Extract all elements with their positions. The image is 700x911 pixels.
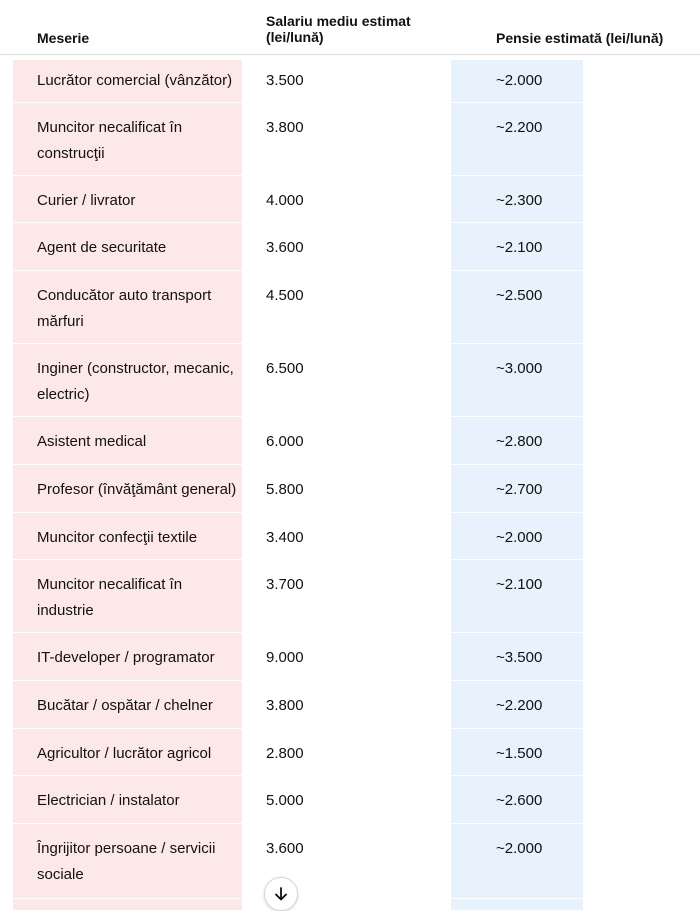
row-salary: 6.500 [266, 360, 304, 377]
row-pension: ~2.600 [496, 792, 543, 809]
table-row [0, 223, 700, 271]
table-row [0, 776, 700, 824]
row-pension: ~2.300 [496, 192, 543, 209]
row-salary: 4.000 [266, 192, 304, 209]
row-pension: ~2.800 [496, 433, 543, 450]
table-row [0, 465, 700, 513]
row-job: IT-developer / programator [37, 649, 215, 666]
header-salary: Salariu mediu estimat (lei/lună) [266, 13, 411, 45]
row-salary: 3.600 [266, 239, 304, 256]
table-row [0, 513, 700, 560]
row-salary: 3.800 [266, 119, 304, 136]
row-pension: ~2.200 [496, 697, 543, 714]
table-header [0, 0, 700, 55]
table-row [0, 103, 700, 176]
row-job: Bucătar / ospătar / chelner [37, 697, 213, 714]
header-pension: Pensie estimată (lei/lună) [496, 30, 664, 46]
table-row [0, 417, 700, 465]
row-job: Curier / livrator [37, 192, 136, 209]
row-salary: 5.000 [266, 792, 304, 809]
table-row [0, 56, 700, 103]
row-job: Muncitor necalificat în construcţii [37, 119, 183, 162]
row-job: Agent de securitate [37, 239, 167, 256]
row-pension: ~2.000 [496, 529, 543, 546]
table-row [0, 560, 700, 633]
table-row [0, 681, 700, 729]
table-body [0, 56, 700, 899]
row-job: Inginer (constructor, mecanic, electric) [37, 360, 234, 403]
row-job: Conducător auto transport mărfuri [37, 287, 212, 330]
scroll-down-button[interactable] [264, 877, 298, 911]
table-row [0, 633, 700, 681]
row-salary: 2.800 [266, 745, 304, 762]
row-job: Lucrător comercial (vânzător) [37, 72, 233, 89]
row-divider [13, 898, 583, 899]
arrow-down-icon [273, 886, 289, 902]
row-job: Muncitor necalificat în industrie [37, 576, 183, 619]
row-pension: ~2.200 [496, 119, 543, 136]
header-job: Meserie [37, 30, 90, 46]
row-job: Electrician / instalator [37, 792, 180, 809]
table-row [0, 729, 700, 776]
row-pension: ~2.500 [496, 287, 543, 304]
row-pension: ~2.100 [496, 239, 543, 256]
row-salary: 4.500 [266, 287, 304, 304]
row-salary: 3.700 [266, 576, 304, 593]
row-pension: ~1.500 [496, 745, 543, 762]
row-pension: ~2.100 [496, 576, 543, 593]
row-pension: ~3.500 [496, 649, 543, 666]
row-job: Asistent medical [37, 433, 147, 450]
row-pension: ~3.000 [496, 360, 543, 377]
row-salary: 3.400 [266, 529, 304, 546]
row-salary: 3.600 [266, 840, 304, 857]
row-pension: ~2.000 [496, 840, 543, 857]
row-salary: 5.800 [266, 481, 304, 498]
table-row [0, 271, 700, 344]
row-salary: 3.800 [266, 697, 304, 714]
row-job: Agricultor / lucrător agricol [37, 745, 212, 762]
row-job: Îngrijitor persoane / servicii sociale [37, 840, 216, 883]
row-salary: 6.000 [266, 433, 304, 450]
row-pension: ~2.700 [496, 481, 543, 498]
row-salary: 3.500 [266, 72, 304, 89]
table-row [0, 824, 700, 899]
row-salary: 9.000 [266, 649, 304, 666]
table-row [0, 344, 700, 417]
row-pension: ~2.000 [496, 72, 543, 89]
row-job: Profesor (învăţământ general) [37, 481, 237, 498]
table-row [0, 176, 700, 223]
row-job: Muncitor confecţii textile [37, 529, 198, 546]
